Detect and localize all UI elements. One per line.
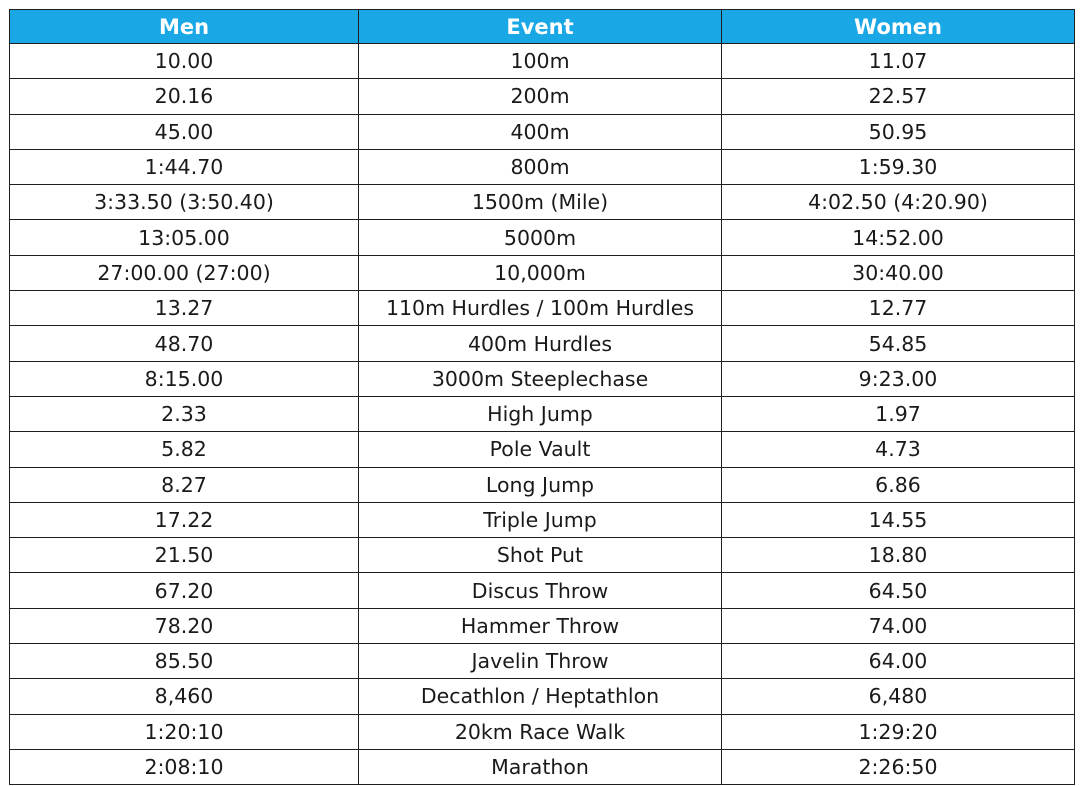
table-row bbox=[10, 326, 1075, 361]
header-row bbox=[10, 10, 1075, 44]
cell-event: High Jump bbox=[359, 396, 722, 431]
table-row bbox=[10, 467, 1075, 502]
cell-men: 2.33 bbox=[10, 396, 359, 431]
cell-men: 3:33.50 (3:50.40) bbox=[10, 185, 359, 220]
table-row bbox=[10, 749, 1075, 784]
cell-women: 1.97 bbox=[722, 396, 1075, 431]
cell-event: 400m bbox=[359, 114, 722, 149]
table-row bbox=[10, 79, 1075, 114]
cell-event: Javelin Throw bbox=[359, 644, 722, 679]
header-women: Women bbox=[722, 10, 1075, 44]
cell-men: 45.00 bbox=[10, 114, 359, 149]
cell-women: 18.80 bbox=[722, 538, 1075, 573]
cell-men: 1:20:10 bbox=[10, 714, 359, 749]
cell-event: Triple Jump bbox=[359, 502, 722, 537]
cell-women: 2:26:50 bbox=[722, 749, 1075, 784]
cell-women: 6.86 bbox=[722, 467, 1075, 502]
cell-women: 6,480 bbox=[722, 679, 1075, 714]
cell-men: 8.27 bbox=[10, 467, 359, 502]
table-row bbox=[10, 573, 1075, 608]
table-row bbox=[10, 502, 1075, 537]
cell-men: 78.20 bbox=[10, 608, 359, 643]
table-row bbox=[10, 679, 1075, 714]
cell-women: 54.85 bbox=[722, 326, 1075, 361]
cell-event: 200m bbox=[359, 79, 722, 114]
cell-women: 64.50 bbox=[722, 573, 1075, 608]
table-row bbox=[10, 644, 1075, 679]
cell-women: 14:52.00 bbox=[722, 220, 1075, 255]
cell-men: 20.16 bbox=[10, 79, 359, 114]
cell-event: Hammer Throw bbox=[359, 608, 722, 643]
table-row bbox=[10, 149, 1075, 184]
cell-event: 20km Race Walk bbox=[359, 714, 722, 749]
cell-event: 110m Hurdles / 100m Hurdles bbox=[359, 291, 722, 326]
cell-event: Decathlon / Heptathlon bbox=[359, 679, 722, 714]
table-header bbox=[10, 10, 1075, 44]
cell-event: Long Jump bbox=[359, 467, 722, 502]
cell-men: 85.50 bbox=[10, 644, 359, 679]
cell-women: 12.77 bbox=[722, 291, 1075, 326]
table-body bbox=[10, 44, 1075, 785]
cell-event: Marathon bbox=[359, 749, 722, 784]
cell-event: 3000m Steeplechase bbox=[359, 361, 722, 396]
cell-men: 1:44.70 bbox=[10, 149, 359, 184]
cell-event: 10,000m bbox=[359, 255, 722, 290]
table-row bbox=[10, 44, 1075, 79]
cell-event: 5000m bbox=[359, 220, 722, 255]
cell-men: 27:00.00 (27:00) bbox=[10, 255, 359, 290]
cell-event: 100m bbox=[359, 44, 722, 79]
table-row bbox=[10, 396, 1075, 431]
table-row bbox=[10, 714, 1075, 749]
table-row bbox=[10, 255, 1075, 290]
cell-women: 50.95 bbox=[722, 114, 1075, 149]
cell-women: 11.07 bbox=[722, 44, 1075, 79]
cell-event: Discus Throw bbox=[359, 573, 722, 608]
cell-women: 30:40.00 bbox=[722, 255, 1075, 290]
table-row bbox=[10, 220, 1075, 255]
table-row bbox=[10, 361, 1075, 396]
cell-men: 17.22 bbox=[10, 502, 359, 537]
cell-event: Shot Put bbox=[359, 538, 722, 573]
cell-event: Pole Vault bbox=[359, 432, 722, 467]
cell-men: 13.27 bbox=[10, 291, 359, 326]
table-row bbox=[10, 185, 1075, 220]
cell-men: 67.20 bbox=[10, 573, 359, 608]
table-row bbox=[10, 608, 1075, 643]
cell-women: 14.55 bbox=[722, 502, 1075, 537]
cell-women: 9:23.00 bbox=[722, 361, 1075, 396]
cell-women: 74.00 bbox=[722, 608, 1075, 643]
standards-table-container bbox=[9, 9, 1074, 785]
cell-women: 1:29:20 bbox=[722, 714, 1075, 749]
header-men: Men bbox=[10, 10, 359, 44]
cell-women: 1:59.30 bbox=[722, 149, 1075, 184]
cell-men: 2:08:10 bbox=[10, 749, 359, 784]
table-row bbox=[10, 432, 1075, 467]
cell-event: 400m Hurdles bbox=[359, 326, 722, 361]
cell-men: 48.70 bbox=[10, 326, 359, 361]
cell-women: 4.73 bbox=[722, 432, 1075, 467]
cell-event: 1500m (Mile) bbox=[359, 185, 722, 220]
cell-men: 21.50 bbox=[10, 538, 359, 573]
cell-event: 800m bbox=[359, 149, 722, 184]
cell-men: 13:05.00 bbox=[10, 220, 359, 255]
cell-women: 64.00 bbox=[722, 644, 1075, 679]
cell-women: 4:02.50 (4:20.90) bbox=[722, 185, 1075, 220]
standards-table bbox=[9, 9, 1075, 785]
table-row bbox=[10, 538, 1075, 573]
cell-women: 22.57 bbox=[722, 79, 1075, 114]
table-row bbox=[10, 114, 1075, 149]
cell-men: 5.82 bbox=[10, 432, 359, 467]
cell-men: 8:15.00 bbox=[10, 361, 359, 396]
header-event: Event bbox=[359, 10, 722, 44]
cell-men: 10.00 bbox=[10, 44, 359, 79]
table-row bbox=[10, 291, 1075, 326]
cell-men: 8,460 bbox=[10, 679, 359, 714]
